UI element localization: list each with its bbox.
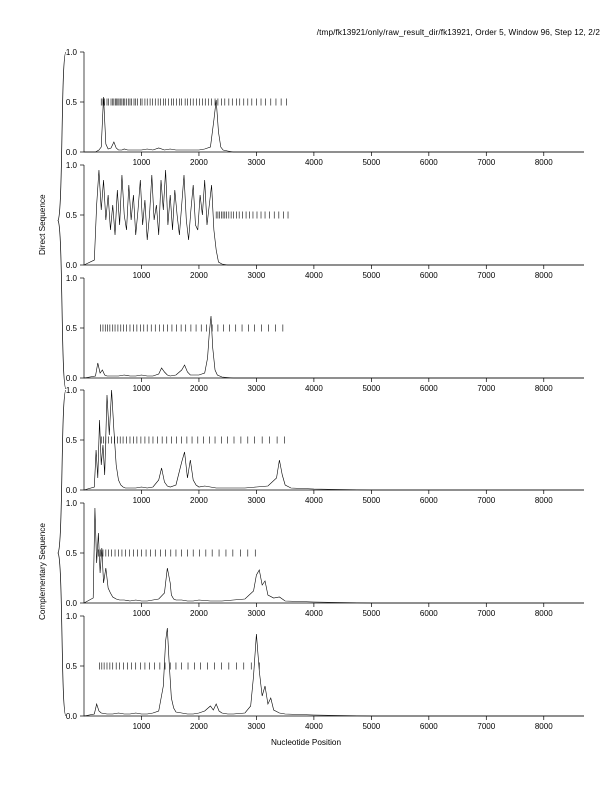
axis-frame bbox=[84, 390, 584, 490]
x-tick-label: 4000 bbox=[304, 158, 323, 167]
orf-marker-row bbox=[101, 437, 284, 444]
y-axis-label-direct: Direct Sequence bbox=[38, 194, 47, 255]
x-tick-label: 7000 bbox=[477, 722, 496, 731]
y-tick-label: 0.0 bbox=[65, 374, 77, 383]
x-tick-label: 6000 bbox=[419, 496, 438, 505]
x-tick-label: 3000 bbox=[247, 496, 266, 505]
x-tick-label: 8000 bbox=[534, 271, 553, 280]
x-tick-label: 1000 bbox=[132, 158, 151, 167]
figure-title: /tmp/fk13921/only/raw_result_dir/fk13921, Order 5, Window 96, Step 12, 2/2 bbox=[316, 28, 600, 37]
x-tick-label: 2000 bbox=[190, 158, 208, 167]
x-tick-label: 5000 bbox=[362, 158, 381, 167]
x-tick-label: 4000 bbox=[304, 722, 323, 731]
series-line bbox=[84, 628, 584, 716]
y-tick-label: 1.0 bbox=[65, 48, 77, 57]
x-tick-label: 6000 bbox=[419, 158, 438, 167]
x-tick-label: 3000 bbox=[247, 158, 266, 167]
y-tick-label: 1.0 bbox=[65, 161, 77, 170]
y-tick-label: 1.0 bbox=[65, 274, 77, 283]
y-tick-label: 0.0 bbox=[65, 148, 77, 157]
x-tick-label: 8000 bbox=[534, 609, 553, 618]
x-tick-label: 3000 bbox=[247, 609, 266, 618]
x-tick-label: 6000 bbox=[419, 271, 438, 280]
x-tick-label: 5000 bbox=[362, 722, 381, 731]
axis-frame bbox=[84, 165, 584, 265]
y-tick-label: 0.5 bbox=[65, 436, 77, 445]
x-tick-label: 8000 bbox=[534, 496, 553, 505]
x-tick-label: 8000 bbox=[534, 158, 553, 167]
x-tick-label: 3000 bbox=[247, 722, 266, 731]
y-tick-label: 0.5 bbox=[65, 549, 77, 558]
chart-panel-6 bbox=[65, 612, 584, 734]
x-tick-label: 4000 bbox=[304, 609, 323, 618]
axis-frame bbox=[84, 616, 584, 716]
brace-complementary bbox=[57, 390, 67, 716]
x-tick-label: 5000 bbox=[362, 271, 381, 280]
orf-marker-row bbox=[98, 550, 255, 557]
y-axis-label-complementary: Complementary Sequence bbox=[38, 523, 47, 620]
x-tick-label: 1000 bbox=[132, 722, 151, 731]
x-tick-label: 2000 bbox=[190, 271, 208, 280]
x-tick-label: 4000 bbox=[304, 496, 323, 505]
y-tick-label: 0.5 bbox=[65, 211, 77, 220]
series-line bbox=[84, 97, 584, 152]
chart-panel-2 bbox=[65, 161, 584, 283]
x-tick-label: 8000 bbox=[534, 722, 553, 731]
y-tick-label: 1.0 bbox=[65, 612, 77, 621]
brace-direct bbox=[57, 52, 67, 389]
x-tick-label: 1000 bbox=[132, 384, 151, 393]
y-tick-label: 0.0 bbox=[65, 486, 77, 495]
axis-frame bbox=[84, 52, 584, 152]
y-tick-label: 1.0 bbox=[65, 386, 77, 395]
axis-frame bbox=[84, 503, 584, 603]
orf-marker-row bbox=[216, 212, 288, 219]
y-tick-label: 1.0 bbox=[65, 499, 77, 508]
x-tick-label: 3000 bbox=[247, 271, 266, 280]
x-tick-label: 5000 bbox=[362, 609, 381, 618]
orf-marker-row bbox=[101, 99, 286, 106]
chart-panel-3 bbox=[65, 274, 584, 396]
x-tick-label: 7000 bbox=[477, 496, 496, 505]
x-tick-label: 2000 bbox=[190, 609, 208, 618]
x-tick-label: 2000 bbox=[190, 384, 208, 393]
y-tick-label: 0.5 bbox=[65, 662, 77, 671]
y-tick-label: 0.0 bbox=[65, 712, 77, 721]
orf-marker-row bbox=[101, 325, 283, 332]
y-tick-label: 0.5 bbox=[65, 98, 77, 107]
chart-panel-1 bbox=[65, 48, 584, 170]
x-tick-label: 2000 bbox=[190, 722, 208, 731]
x-tick-label: 3000 bbox=[247, 384, 266, 393]
series-line bbox=[84, 390, 584, 490]
x-tick-label: 2000 bbox=[190, 496, 208, 505]
x-tick-label: 8000 bbox=[534, 384, 553, 393]
series-line bbox=[84, 170, 584, 265]
x-tick-label: 5000 bbox=[362, 384, 381, 393]
x-axis-label: Nucleotide Position bbox=[270, 738, 342, 747]
y-tick-label: 0.5 bbox=[65, 324, 77, 333]
chart-panel-4 bbox=[65, 386, 584, 508]
x-tick-label: 4000 bbox=[304, 384, 323, 393]
x-tick-label: 6000 bbox=[419, 384, 438, 393]
x-tick-label: 7000 bbox=[477, 271, 496, 280]
x-tick-label: 6000 bbox=[419, 609, 438, 618]
x-tick-label: 7000 bbox=[477, 384, 496, 393]
x-tick-label: 4000 bbox=[304, 271, 323, 280]
x-tick-label: 6000 bbox=[419, 722, 438, 731]
y-tick-label: 0.0 bbox=[65, 599, 77, 608]
orf-marker-row bbox=[100, 663, 260, 670]
series-line bbox=[84, 508, 584, 603]
x-tick-label: 1000 bbox=[132, 271, 151, 280]
x-tick-label: 7000 bbox=[477, 158, 496, 167]
x-tick-label: 1000 bbox=[132, 609, 151, 618]
y-tick-label: 0.0 bbox=[65, 261, 77, 270]
x-tick-label: 7000 bbox=[477, 609, 496, 618]
chart-panel-5 bbox=[65, 499, 584, 621]
x-tick-label: 5000 bbox=[362, 496, 381, 505]
x-tick-label: 1000 bbox=[132, 496, 151, 505]
